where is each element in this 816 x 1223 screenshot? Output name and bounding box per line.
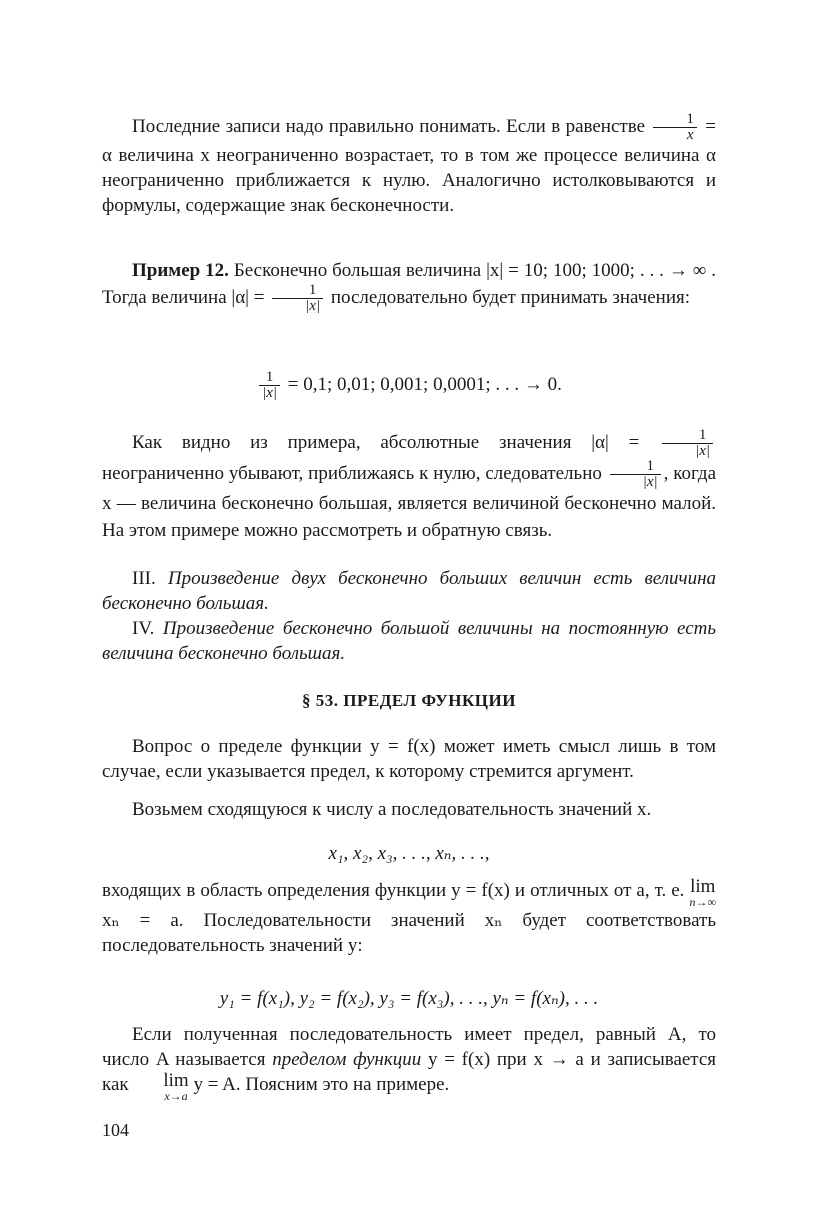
section-heading: § 53. ПРЕДЕЛ ФУНКЦИИ	[302, 691, 516, 710]
paragraph-3: Вопрос о пределе функции y = f(x) может иметь смысл лишь в том случае, если указывается предел, к которому стремится аргумент.	[102, 736, 716, 782]
paragraph-6	[102, 1022, 716, 1102]
lim-subscript: x→a	[164, 1089, 188, 1103]
rule-4	[102, 616, 716, 666]
example-12	[102, 258, 716, 314]
p1-text-b: = α величина x неограниченно возрастает, то в том же процессе величина α неограниченно приближается к нулю. Аналогично истолковываются и формулы, содержащие знак бесконечности.	[102, 115, 717, 216]
frac-den: |x|	[695, 443, 711, 459]
p2-text-b: неограниченно убывают, приближаясь к нулю, следовательно	[102, 462, 602, 484]
fraction-1-over-abs-x	[259, 370, 280, 401]
p6-emphasis: пределом функции	[272, 1049, 422, 1070]
paragraph-1	[102, 112, 716, 218]
rule-3	[102, 566, 716, 616]
rule-4-number: IV.	[132, 618, 155, 639]
p2-text-c: , когда x — величина бесконечно большая, является величиной бесконечно малой. На этом примере можно рассмотреть и обратную связь.	[102, 462, 717, 541]
frac-num: 1	[610, 459, 661, 475]
p6-text-a: Если полученная последовательность имеет предел, равный A, то число A называется	[102, 1024, 716, 1070]
page-number: 104	[102, 1120, 129, 1140]
example-text-a: Бесконечно большая величина |x| = 10; 100; 1000; . . . → ∞ . Тогда величина |α| =	[102, 260, 716, 308]
paragraph-5	[102, 878, 716, 958]
formula-x-sequence: x₁, x₂, x₃, . . ., xₙ, . . .,	[328, 843, 490, 864]
paragraph-4: Возьмем сходящуюся к числу a последовательность значений x.	[132, 799, 652, 820]
frac-num: 1	[272, 283, 323, 299]
fraction-1-over-abs-x	[272, 283, 323, 314]
lim-subscript: n→∞	[689, 895, 717, 909]
p2-text-a: Как видно из примера, абсолютные значения |α| =	[132, 431, 640, 453]
lim-label: lim	[690, 876, 716, 897]
rule-3-text: Произведение двух бесконечно больших величин есть величина бесконечно большая.	[102, 568, 717, 614]
fraction-1-over-abs-x	[610, 459, 661, 490]
p5-text-a: входящих в область определения функции y = f(x) и отличных от a, т. е.	[102, 880, 685, 901]
formula-y-sequence: y₁ = f(x₁), y₂ = f(x₂), y₃ = f(x₃), . . ., yₙ = f(xₙ), . . .	[219, 988, 599, 1009]
frac-den: |x|	[642, 474, 658, 490]
rule-4-text: Произведение бесконечно большой величины на постоянную есть величина бесконечно большая.	[102, 618, 716, 664]
lim-label: lim	[163, 1070, 189, 1091]
p6-text-b: y = f(x) при x → a и записывается как	[102, 1049, 717, 1095]
fraction-1-over-abs-x	[662, 428, 713, 459]
limit-n-to-infinity	[689, 878, 716, 908]
p6-text-c: y = A. Поясним это на примере.	[193, 1074, 450, 1095]
example-text-b: последовательно будет принимать значения:	[330, 286, 691, 308]
frac-num: 1	[259, 370, 280, 386]
paragraph-2	[102, 428, 716, 544]
p5-text-b: xₙ = a. Последовательности значений xₙ будет соответствовать последовательность значений y:	[102, 910, 716, 956]
frac-den: |x|	[305, 298, 321, 314]
frac-num: 1	[662, 428, 713, 444]
example-label: Пример 12.	[132, 260, 229, 281]
p1-text-a: Последние записи надо правильно понимать. Если в равенстве	[132, 115, 646, 137]
fraction-1-over-x	[653, 112, 697, 143]
frac-den: |x|	[262, 385, 278, 401]
formula-sequence-1	[102, 370, 716, 401]
formula-1-values: = 0,1; 0,01; 0,001; 0,0001; . . . → 0.	[287, 373, 562, 395]
rule-3-number: III.	[132, 568, 156, 589]
limit-x-to-a	[133, 1072, 188, 1102]
frac-num: 1	[653, 112, 697, 128]
frac-den: x	[686, 127, 694, 143]
